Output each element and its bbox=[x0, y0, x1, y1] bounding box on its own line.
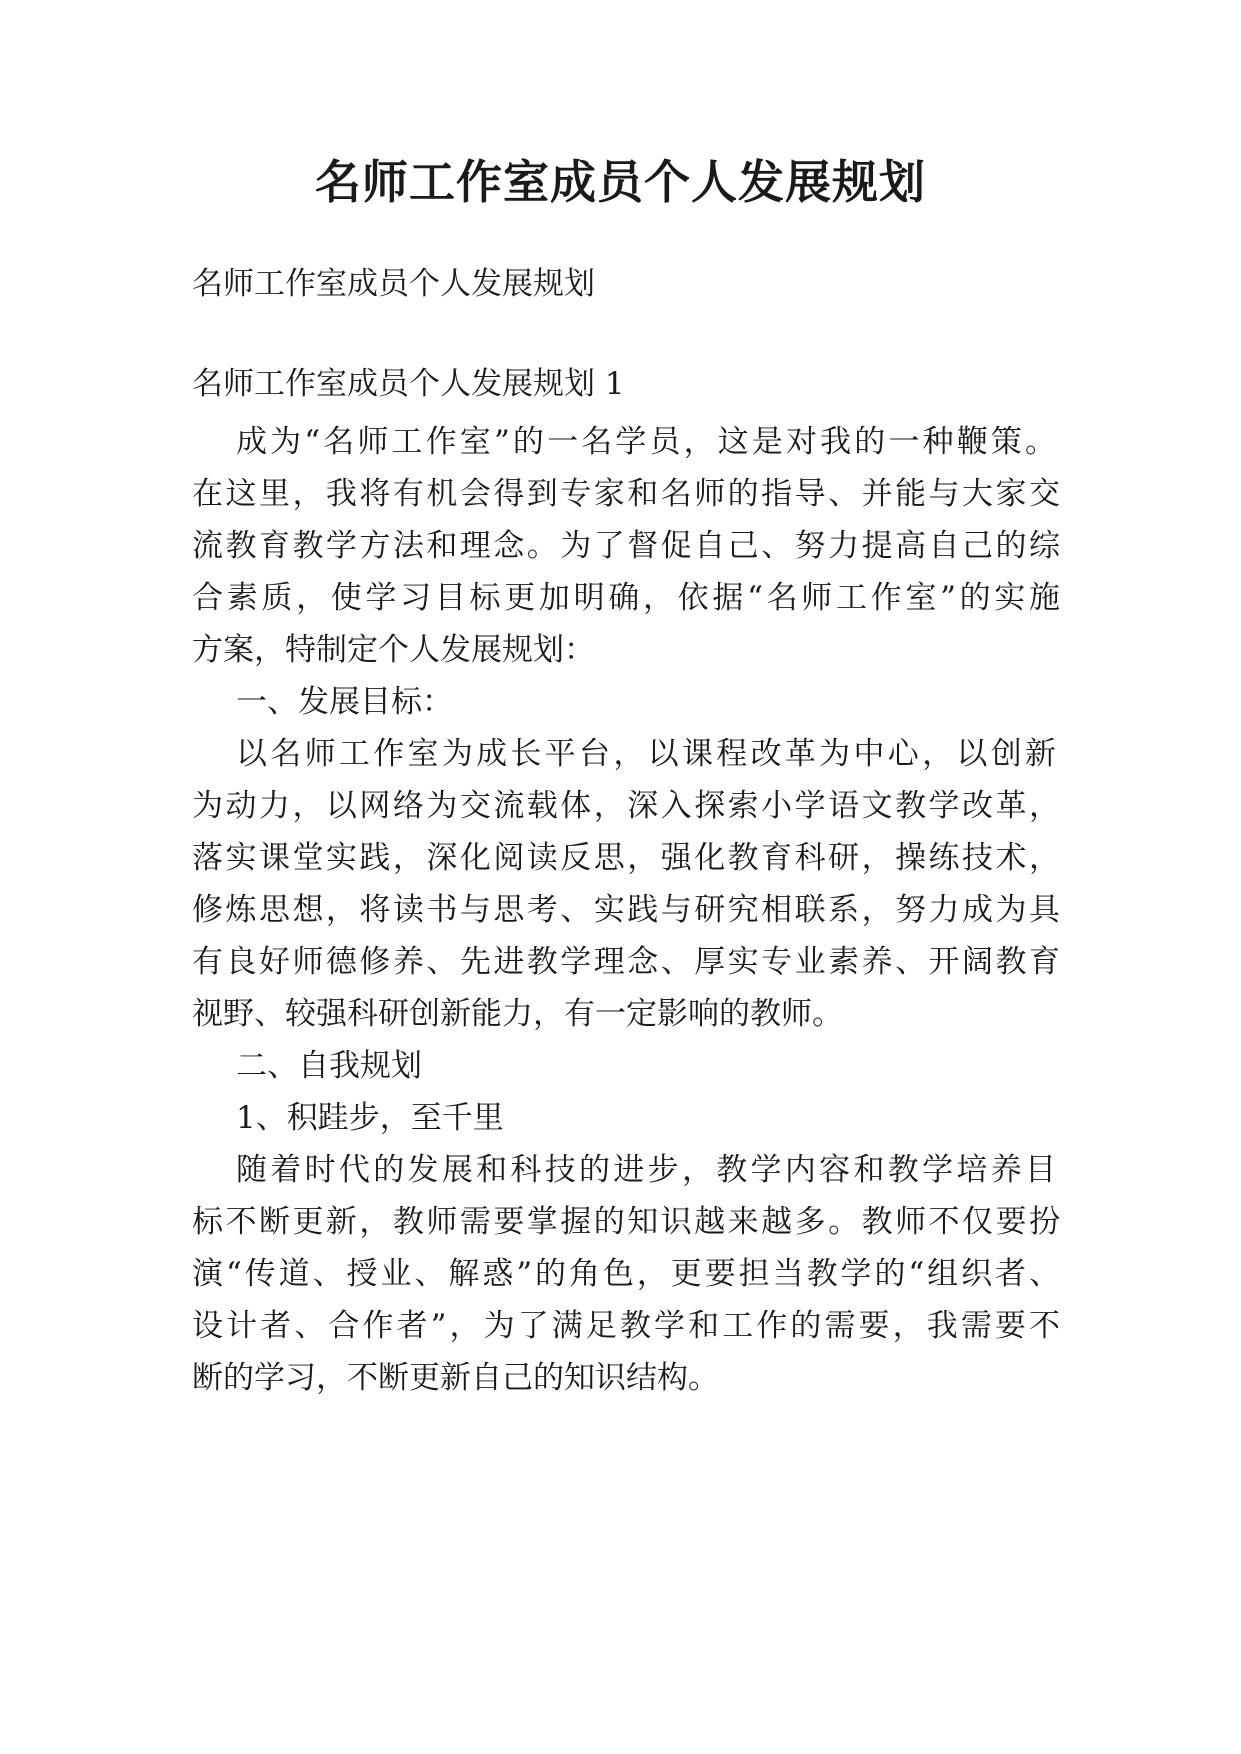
paragraph-line: 演“传道、授业、解惑”的角色，更要担当教学的“组织者、 bbox=[192, 1256, 1060, 1292]
list-subheading: 1、积跬步，至千里 bbox=[236, 1100, 504, 1136]
list-heading: 二、自我规划 bbox=[236, 1048, 422, 1084]
document-title: 名师工作室成员个人发展规划 bbox=[315, 155, 926, 209]
paragraph-line: 修炼思想，将读书与思考、实践与研究相联系，努力成为具 bbox=[192, 892, 1060, 928]
document-subtitle: 名师工作室成员个人发展规划 bbox=[192, 266, 595, 302]
paragraph-line: 有良好师德修养、先进教学理念、厚实专业素养、开阔教育 bbox=[192, 944, 1060, 980]
paragraph-line: 方案，特制定个人发展规划： bbox=[192, 632, 595, 668]
paragraph-line: 落实课堂实践，深化阅读反思，强化教育科研，操练技术， bbox=[192, 840, 1060, 876]
paragraph-line: 以名师工作室为成长平台，以课程改革为中心，以创新 bbox=[236, 736, 1056, 772]
paragraph-line: 合素质，使学习目标更加明确，依据“名师工作室”的实施 bbox=[192, 580, 1060, 616]
paragraph-line: 为动力，以网络为交流载体，深入探索小学语文教学改革， bbox=[192, 788, 1060, 824]
paragraph-line: 随着时代的发展和科技的进步，教学内容和教学培养目 bbox=[236, 1152, 1056, 1188]
paragraph-line: 在这里，我将有机会得到专家和名师的指导、并能与大家交 bbox=[192, 476, 1060, 512]
paragraph-line: 标不断更新，教师需要掌握的知识越来越多。教师不仅要扮 bbox=[192, 1204, 1060, 1240]
paragraph-line: 成为“名师工作室”的一名学员，这是对我的一种鞭策。 bbox=[236, 424, 1056, 460]
paragraph-line: 断的学习，不断更新自己的知识结构。 bbox=[192, 1360, 719, 1396]
paragraph-line: 视野、较强科研创新能力，有一定影响的教师。 bbox=[192, 996, 843, 1032]
list-heading: 一、发展目标： bbox=[236, 684, 453, 720]
paragraph-line: 设计者、合作者”，为了满足教学和工作的需要，我需要不 bbox=[192, 1308, 1060, 1344]
section-heading: 名师工作室成员个人发展规划 1 bbox=[192, 366, 625, 402]
paragraph-line: 流教育教学方法和理念。为了督促自己、努力提高自己的综 bbox=[192, 528, 1060, 564]
